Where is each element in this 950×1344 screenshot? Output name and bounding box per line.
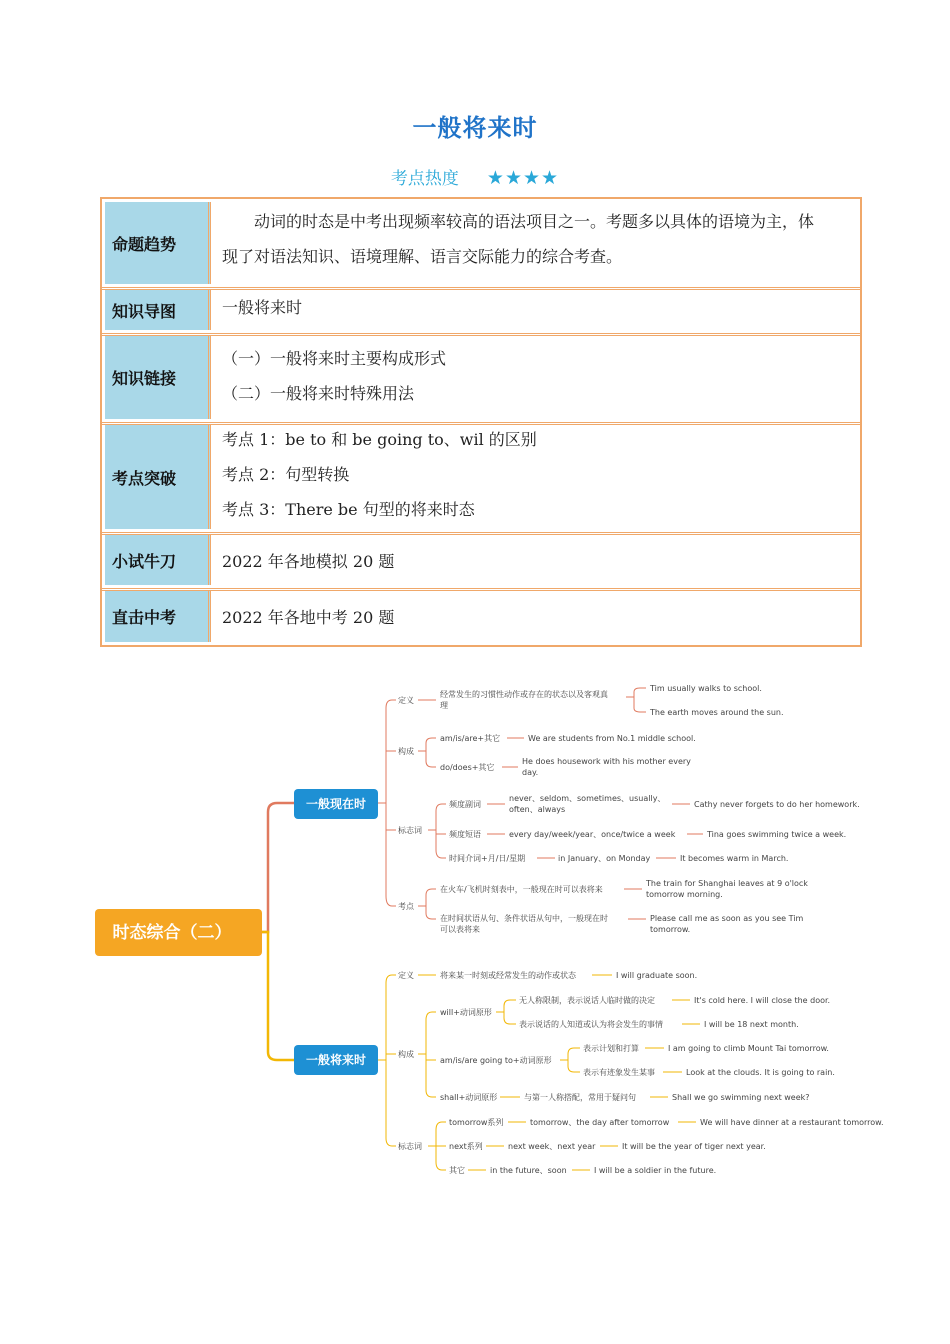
- row-label: 知识链接: [105, 336, 211, 419]
- row-label: 小试牛刀: [105, 535, 211, 585]
- star-rating: ★★★★: [486, 167, 560, 189]
- row-label: 知识导图: [105, 290, 211, 330]
- example: It becomes warm in March.: [680, 854, 789, 863]
- future-tense-label: 一般将来时: [305, 1053, 367, 1067]
- usage-text: 表示说话的人知道或认为将会发生的事情: [519, 1020, 663, 1029]
- example: I will be 18 next month.: [704, 1020, 799, 1029]
- example: Tina goes swimming twice a week.: [707, 830, 847, 839]
- example: The earth moves around the sun.: [650, 708, 784, 717]
- example: It's cold here. I will close the door.: [694, 996, 831, 1005]
- example: We are students from No.1 middle school.: [528, 734, 696, 743]
- signal-words: in the future、soon: [490, 1166, 567, 1175]
- point-text: 可以表将来: [440, 925, 480, 934]
- root-label: 时态综合（二）: [112, 923, 232, 943]
- example: I am going to climb Mount Tai tomorrow.: [668, 1044, 829, 1053]
- content-line: 考点 3：There be 句型的将来时态: [222, 500, 475, 519]
- node-form: 构成: [398, 1050, 414, 1059]
- form-text: will+动词原形: [440, 1008, 492, 1017]
- example: We will have dinner at a restaurant tomorrow.: [700, 1118, 884, 1127]
- signal-type: 频度短语: [449, 830, 481, 839]
- content-line: （一）一般将来时主要构成形式: [222, 349, 447, 368]
- content-line: 动词的时态是中考出现频率较高的语法项目之一。考题多以具体的语境为主，体: [254, 212, 815, 231]
- point-text: 在时间状语从句、条件状语从句中，一般现在时: [440, 914, 608, 923]
- signal-type: 其它: [449, 1166, 465, 1175]
- content-line: 一般将来时: [222, 298, 303, 317]
- example: Cathy never forgets to do her homework.: [694, 800, 860, 809]
- content-line: 现了对语法知识、语境理解、语言交际能力的综合考查。: [222, 247, 623, 266]
- example: tomorrow.: [650, 925, 691, 934]
- usage-text: 表示有迹象发生某事: [583, 1068, 655, 1077]
- page-title: 一般将来时: [412, 114, 538, 142]
- node-definition: 定义: [398, 971, 414, 980]
- definition-text: 理: [440, 701, 448, 710]
- example: Shall we go swimming next week?: [672, 1093, 810, 1102]
- signal-words: in January、on Monday: [558, 854, 651, 863]
- content-line: 考点 2：句型转换: [222, 465, 350, 484]
- form-text: shall+动词原形: [440, 1093, 498, 1102]
- point-text: 在火车/飞机时刻表中，一般现在时可以表将来: [440, 885, 603, 894]
- signal-type: next系列: [449, 1142, 483, 1151]
- usage-text: 表示计划和打算: [583, 1044, 639, 1053]
- example: He does housework with his mother every: [522, 757, 691, 766]
- example: The train for Shanghai leaves at 9 o'lock: [646, 879, 808, 888]
- form-text: am/is/are+其它: [440, 734, 501, 743]
- signal-type: 频度副词: [449, 800, 481, 809]
- form-text: do/does+其它: [440, 763, 495, 772]
- example: Tim usually walks to school.: [650, 684, 762, 693]
- example: I will be a soldier in the future.: [594, 1166, 717, 1175]
- content-line: 2022 年各地模拟 20 题: [222, 552, 395, 571]
- content-line: 2022 年各地中考 20 题: [222, 608, 395, 627]
- node-signal: 标志词: [398, 1142, 422, 1151]
- node-signal: 标志词: [398, 826, 422, 835]
- signal-words: every day/week/year、once/twice a week: [509, 830, 676, 839]
- example: I will graduate soon.: [616, 971, 698, 980]
- example: day.: [522, 768, 539, 777]
- signal-type: tomorrow系列: [449, 1118, 504, 1127]
- usage-text: 与第一人称搭配，常用于疑问句: [524, 1093, 636, 1102]
- present-tense-label: 一般现在时: [305, 797, 367, 811]
- node-definition: 定义: [398, 696, 414, 705]
- content-line: 考点 1：be to 和 be going to、wil 的区别: [222, 430, 537, 449]
- form-text: am/is/are going to+动词原形: [440, 1056, 552, 1065]
- row-label: 考点突破: [105, 425, 211, 529]
- signal-words: tomorrow、the day after tomorrow: [530, 1118, 670, 1127]
- signal-words: never、seldom、sometimes、usually、: [509, 794, 666, 803]
- example: It will be the year of tiger next year.: [622, 1142, 766, 1151]
- heat-label: 考点热度: [390, 169, 459, 189]
- row-label: 命题趋势: [105, 202, 211, 284]
- example: Look at the clouds. It is going to rain.: [686, 1068, 835, 1077]
- definition-text: 将来某一时刻或经常发生的动作或状态: [440, 971, 576, 980]
- signal-type: 时间介词+月/日/星期: [449, 854, 526, 863]
- node-form: 构成: [398, 747, 414, 756]
- usage-text: 无人称限制，表示说话人临时做的决定: [519, 996, 655, 1005]
- signal-words: next week、next year: [508, 1142, 596, 1151]
- definition-text: 经常发生的习惯性动作或存在的状态以及客观真: [440, 690, 608, 699]
- node-exam-point: 考点: [398, 902, 414, 911]
- example: tomorrow morning.: [646, 890, 723, 899]
- row-label: 直击中考: [105, 591, 211, 642]
- example: Please call me as soon as you see Tim: [650, 914, 804, 923]
- content-line: （二）一般将来时特殊用法: [222, 384, 415, 403]
- signal-words: often、always: [509, 805, 566, 814]
